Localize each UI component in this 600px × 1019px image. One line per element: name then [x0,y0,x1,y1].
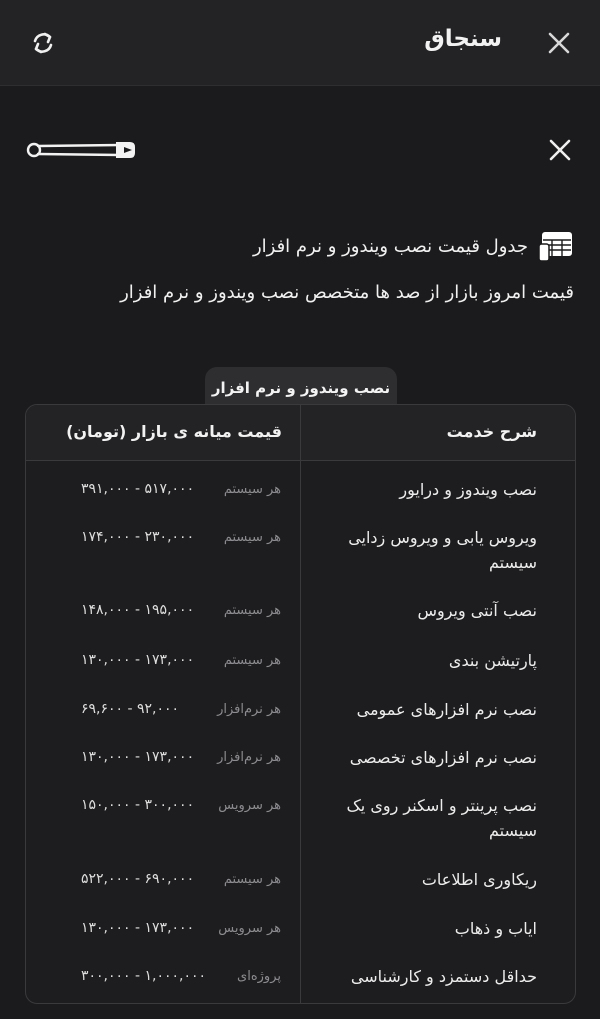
service-cell: نصب ویندوز و درایور [399,480,537,499]
service-cell: ویروس یابی و ویروس زدایی سیستم [348,528,537,572]
table-icon [538,229,574,263]
unit-cell: هر سیستم [223,653,281,668]
unit-cell: پروژه‌ای [237,969,281,984]
table-tab[interactable]: نصب ویندوز و نرم افزار [205,367,397,409]
service-cell: پارتیشن بندی [448,651,537,670]
price-range-cell: ۵۲۲,۰۰۰ - ۶۹۰,۰۰۰ [81,871,195,887]
card-heading [253,228,574,264]
service-cell: نصب نرم افزارهای عمومی [356,700,537,719]
close-icon[interactable] [546,30,572,56]
price-range-cell: ۱۴۸,۰۰۰ - ۱۹۵,۰۰۰ [81,602,195,618]
refresh-button[interactable] [24,24,62,62]
price-range-cell: ۱۳۰,۰۰۰ - ۱۷۳,۰۰۰ [81,749,195,765]
unit-cell: هر سیستم [223,530,281,545]
service-cell: ریکاوری اطلاعات [421,870,537,889]
price-range-cell: ۶۹,۶۰۰ - ۹۲,۰۰۰ [81,701,180,717]
top-bar [0,0,600,86]
service-cell: حداقل دستمزد و کارشناسی [350,967,537,986]
refresh-icon [28,28,58,58]
price-range-cell: ۳۰۰,۰۰۰ - ۱,۰۰۰,۰۰۰ [81,968,207,984]
service-cell: ایاب و ذهاب [454,919,537,938]
card-subtitle: قیمت امروز بازار از صد ها متخصص نصب ویندوز و نرم افزار [120,282,574,303]
unit-cell: هر نرم‌افزار [217,750,281,765]
price-range-cell: ۱۳۰,۰۰۰ - ۱۷۳,۰۰۰ [81,652,195,668]
safety-pin-icon [24,138,136,162]
column-header-price: قیمت میانه ی بازار (تومان) [66,422,282,441]
price-table [25,404,576,1004]
unit-cell: هر سرویس [218,798,281,813]
service-cell: نصب آنتی ویروس [417,601,537,620]
price-range-cell: ۱۷۴,۰۰۰ - ۲۳۰,۰۰۰ [81,529,195,545]
close-icon[interactable] [548,138,572,162]
unit-cell: هر سرویس [218,921,281,936]
column-divider [300,405,301,1004]
column-header-service: شرح خدمت [446,422,537,441]
price-range-cell: ۱۵۰,۰۰۰ - ۳۰۰,۰۰۰ [81,797,195,813]
card-title: جدول قیمت نصب ویندوز و نرم افزار [252,235,528,257]
unit-cell: هر سیستم [223,872,281,887]
unit-cell: هر سیستم [223,482,281,497]
service-cell: نصب نرم افزارهای تخصصی [349,748,537,767]
unit-cell: هر نرم‌افزار [217,702,281,717]
price-range-cell: ۳۹۱,۰۰۰ - ۵۱۷,۰۰۰ [81,481,195,497]
app-title: سنجاق [424,26,502,52]
unit-cell: هر سیستم [223,603,281,618]
price-range-cell: ۱۳۰,۰۰۰ - ۱۷۳,۰۰۰ [81,920,195,936]
service-cell: نصب پرینتر و اسکنر روی یک سیستم [346,796,537,840]
